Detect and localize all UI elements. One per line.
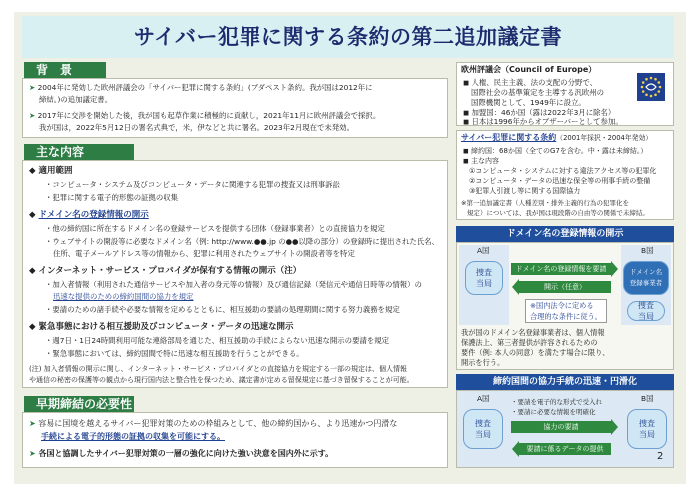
- convention-item-3: ①コンピュータ・システムに対する違法アクセス等の犯罪化: [469, 167, 657, 175]
- coe-item-3: ◼ 日本は1996年からオブザーバーとして参加。: [463, 117, 623, 126]
- convention-note-1: ※第一追加議定書（人種差別・排外主義的行為の犯罪化を: [461, 199, 629, 207]
- coe-item-1: ◼ 人権、民主主義、法の支配の分野で、: [463, 78, 597, 87]
- coop-provide-arrow: 要請に係るデータの提供: [519, 443, 611, 455]
- domain-panel-heading: ドメイン名の登録情報の開示: [456, 226, 674, 242]
- domain-callout: ※国内法令に定める 合理的な条件に従う。: [525, 299, 607, 323]
- domain-disclose-arrow: 開示（任意）: [519, 281, 611, 293]
- domain-item-1: ・他の締約国に所在するドメイン名の登録サービスを提供する団体（登録事業者）との直接協力を規定: [45, 224, 385, 233]
- main-heading: 主な内容: [24, 144, 134, 161]
- coop-b-label: B国: [641, 394, 654, 403]
- isp-item-2: ・要請のための諸手続や必要な情報を定めるとともに、相互援助の要請の処理期間に関する努力義務を規定: [45, 305, 400, 314]
- coop-a-authority: 捜査 当局: [463, 409, 503, 449]
- domain-item-2-cont: 住所、電子メールアドレス等の情報から、犯罪に利用されたウェブサイトの開設者等を特定: [53, 249, 355, 258]
- convention-heading: サイバー犯罪に関する条約（2001年採択・2004年発効）: [461, 133, 653, 142]
- coe-item-2: ◼ 加盟国：46か国（露は2022年3月に除名）: [463, 108, 616, 117]
- coe-box: [456, 62, 674, 126]
- domain-b-authority: 捜査 当局: [627, 301, 665, 321]
- main-note-2: や通信の秘密の保護等の観点から現行国内法と整合性を保つため、議定書が定める留保規定に基づき留保することが可能。: [29, 376, 414, 384]
- domain-panel: [456, 242, 674, 370]
- convention-item-2: ◼ 主な内容: [463, 157, 500, 165]
- background-box: [22, 78, 448, 138]
- coop-note-2: ・要請に必要な情報を明確化: [511, 408, 596, 416]
- domain-b-registrar: ドメイン名 登録事業者: [623, 261, 669, 295]
- coe-item-1-cont2: 国際機関として、1949年に設立。: [471, 98, 586, 107]
- coop-a-label: A国: [477, 394, 490, 403]
- coe-item-1-cont1: 国際社会の基準策定を主導する汎欧州の: [471, 88, 605, 97]
- early-box: [22, 412, 448, 468]
- emergency-item-2: ・緊急事態においては、締約国間で特に迅速な相互援助を行うことができる。: [45, 349, 304, 358]
- domain-text-3: 要件（例: 本人の同意）を満たす場合に限り、: [461, 348, 610, 357]
- coe-logo: [637, 73, 665, 101]
- background-bullet-2-cont: 我が国は，2022年5月12日の署名式典で，米，伊などと共に署名。2023年2月現在で未発効。: [39, 123, 354, 132]
- background-bullet-1-cont: 締結。)の追加議定書。: [39, 95, 113, 104]
- coop-panel-heading: 締約国間の協力手続の迅速・円滑化: [456, 374, 674, 390]
- domain-item-2: ・ウェブサイトの開設等に必要なドメイン名（例: http://www.●●.jp の●●以降の部分）の登録時に提出された氏名、: [45, 237, 439, 246]
- main-note-1: (注) 加入者情報の開示に関し、インターネット・サービス・プロバイダとの直接協力を規定する一部の規定は、個人情報: [29, 365, 408, 373]
- page-title: サイバー犯罪に関する条約の第二追加議定書: [22, 16, 674, 58]
- domain-a-label: A国: [477, 246, 490, 255]
- domain-b-label: B国: [641, 246, 654, 255]
- page-number: 2: [657, 451, 664, 462]
- scope-title: ◆ 適用範囲: [29, 166, 73, 176]
- isp-item-1: ・加入者情報（利用された通信サービスや加入者の身元等の情報）及び通信記録（発信元や通信日時等の情報）の: [45, 280, 422, 289]
- emergency-item-1: ・週7日・1日24時間利用可能な連絡部局を通じた、相互援助の手続によらない迅速な開示の要請を規定: [45, 336, 390, 345]
- convention-item-4: ②コンピュータ・データの迅速な保全等の刑事手続の整備: [469, 177, 651, 185]
- background-heading: 背 景: [24, 62, 106, 79]
- domain-text-1: 我が国のドメイン名登録事業者は、個人情報: [461, 328, 605, 337]
- coop-request-arrow: 協力の要請: [511, 421, 611, 433]
- convention-note-2: 規定）については、我が国は現段階の自由等の関係で未締結。: [467, 209, 649, 217]
- coe-heading: 欧州評議会（Council of Europe）: [461, 65, 597, 74]
- convention-box: [456, 130, 674, 220]
- coe-stars-icon: [637, 73, 665, 101]
- domain-request-arrow: ドメイン名の登録情報を要請: [511, 263, 611, 275]
- coop-b-authority: 捜査 当局: [627, 409, 667, 449]
- background-bullet-2: ➤ 2017年に交渉を開始した後，我が国も起草作業に積極的に貢献し，2021年11月に欧州評議会で採択。: [29, 111, 381, 120]
- scope-item-2: ・犯罪に関する電子的形態の証拠の収集: [45, 193, 179, 202]
- domain-text-2: 保護法上、第三者提供が許容されるための: [461, 338, 598, 347]
- coop-note-1: ・要請を電子的な形式で受入れ: [511, 398, 602, 406]
- main-box: [22, 160, 448, 388]
- early-bullet-1: ➤ 容易に国境を越えるサイバー犯罪対策のための枠組みとして、他の締約国から、より迅速かつ円滑な: [29, 419, 398, 428]
- early-bullet-2: ➤ 各国と協調したサイバー犯罪対策の一層の強化に向けた強い決意を国内外に示す。: [29, 449, 334, 458]
- isp-item-1-cont: 迅速な提供のための締約国間の協力を規定: [53, 292, 194, 301]
- domain-a-authority: 捜査 当局: [465, 261, 503, 295]
- emergency-title: ◆ 緊急事態における相互援助及びコンピュータ・データの迅速な開示: [29, 322, 294, 332]
- coop-panel: [456, 390, 674, 468]
- domain-text-4: 開示を行う。: [461, 358, 505, 367]
- convention-item-5: ③犯罪人引渡し等に関する国際協力: [469, 187, 581, 195]
- convention-item-1: ◼ 締約国：68か国（全てのG7を含む。中・露は未締結。）: [463, 147, 648, 155]
- early-bullet-1-cont: 手続による電子的形態の証拠の収集を可能にする。: [41, 432, 225, 441]
- scope-item-1: ・コンピュータ・システム及びコンピュータ・データに関連する犯罪の捜査又は刑事訴訟: [45, 180, 340, 189]
- domain-title: ◆ ドメイン名の登録情報の開示: [29, 210, 149, 220]
- early-heading: 早期締結の必要性: [24, 396, 134, 413]
- isp-title: ◆ インターネット・サービス・プロバイダが保有する情報の開示（注）: [29, 266, 302, 276]
- background-bullet-1: ➤ 2004年に発効した欧州評議会の「サイバー犯罪に関する条約」(ブダペスト条約。我が国は2012年に: [29, 83, 373, 92]
